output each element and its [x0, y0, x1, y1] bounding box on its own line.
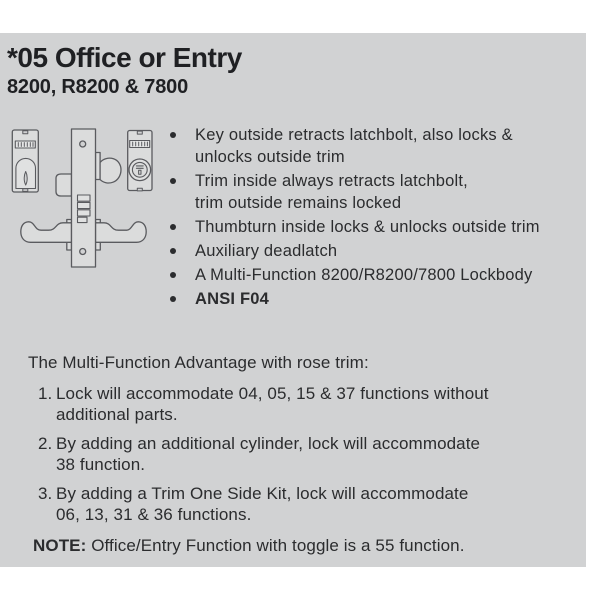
advantage-line: 38 function.: [56, 455, 146, 474]
advantage-heading: The Multi-Function Advantage with rose trim:: [28, 353, 369, 372]
mortise-lock-diagram-icon: [5, 120, 165, 272]
note-line: [33, 535, 580, 556]
item-number: 2.: [38, 434, 53, 453]
bullet-icon: [170, 272, 176, 278]
advantage-item: [38, 383, 580, 425]
feature-item: [170, 216, 586, 238]
feature-line: trim outside remains locked: [195, 194, 402, 212]
note-text: Office/Entry Function with toggle is a 55 function.: [86, 536, 465, 555]
page-title: *05 Office or Entry: [7, 42, 242, 73]
advantage-item: [38, 483, 580, 525]
bullet-icon: [170, 248, 176, 254]
feature-line: Thumbturn inside locks & unlocks outside trim: [195, 218, 540, 236]
advantage-line: 06, 13, 31 & 36 functions.: [56, 505, 252, 524]
advantage-item: [38, 433, 580, 475]
feature-line: ANSI F04: [195, 290, 270, 308]
item-number: 3.: [38, 484, 53, 503]
feature-item-ansi: [170, 288, 586, 310]
feature-line: Key outside retracts latchbolt, also locks &: [195, 126, 513, 144]
bullet-icon: [170, 132, 176, 138]
feature-line: A Multi-Function 8200/R8200/7800 Lockbody: [195, 266, 533, 284]
bullet-icon: [170, 178, 176, 184]
feature-item: [170, 240, 586, 262]
feature-list: [170, 124, 586, 312]
bullet-icon: [170, 296, 176, 302]
bullet-icon: [170, 224, 176, 230]
thumbturn-escutcheon-icon: [12, 130, 38, 192]
lever-handle-left-icon: [21, 222, 72, 243]
lever-handle-right-icon: [96, 222, 147, 243]
feature-item: [170, 124, 586, 168]
thumb-knob-icon: [100, 158, 121, 183]
feature-item: [170, 170, 586, 214]
content-panel: [0, 33, 586, 567]
advantage-line: Lock will accommodate 04, 05, 15 & 37 functions without: [56, 384, 489, 403]
note-label: NOTE:: [33, 536, 87, 555]
feature-item: [170, 264, 586, 286]
feature-line: unlocks outside trim: [195, 148, 345, 166]
advantage-line: By adding an additional cylinder, lock will accommodate: [56, 434, 481, 453]
cylinder-escutcheon-icon: [128, 131, 152, 191]
feature-line: Trim inside always retracts latchbolt,: [195, 172, 468, 190]
feature-line: Auxiliary deadlatch: [195, 242, 338, 260]
advantage-line: additional parts.: [56, 405, 178, 424]
item-number: 1.: [38, 384, 53, 403]
advantage-section: [28, 352, 580, 556]
latchbolt-icon: [56, 174, 72, 196]
advantage-line: By adding a Trim One Side Kit, lock will accommodate: [56, 484, 469, 503]
page-subtitle: 8200, R8200 & 7800: [7, 76, 188, 98]
